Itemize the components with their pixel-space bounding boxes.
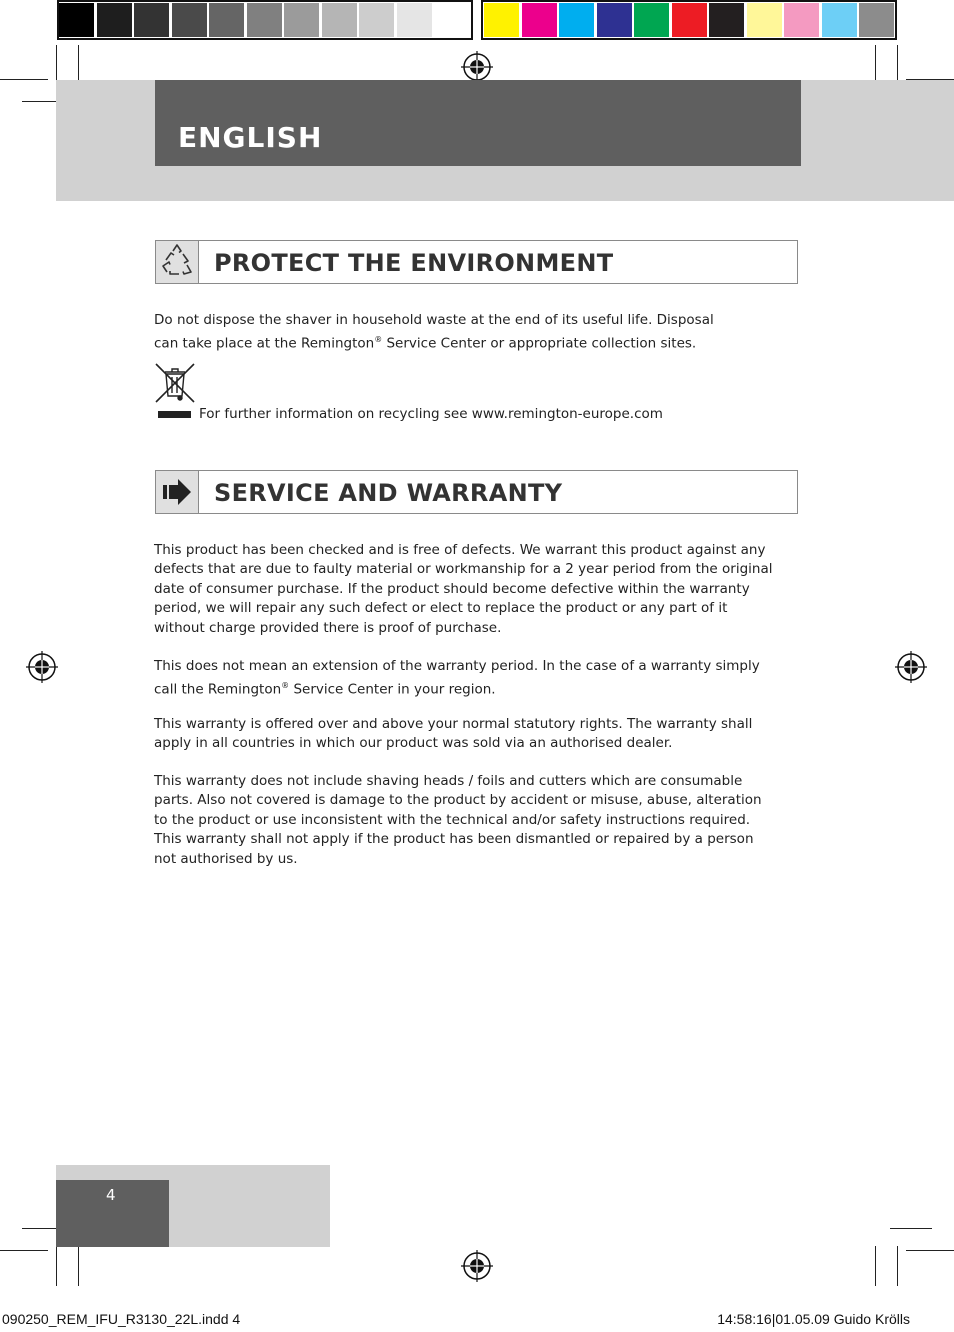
grayscale-swatch [59, 3, 94, 37]
process-color-swatch [484, 3, 519, 37]
warranty-line-text: call the Remington [154, 681, 282, 698]
process-color-swatch [859, 3, 894, 37]
warranty-line-text-end: Service Center in your region. [289, 681, 496, 698]
registered-mark: ® [374, 335, 383, 345]
grayscale-swatch [247, 3, 282, 37]
warranty-paragraph-3 [154, 715, 794, 754]
warranty-line: period, we will repair any such defect or elect to replace the product or any part of it [154, 600, 728, 617]
page-number: 4 [106, 1186, 116, 1204]
environment-line-2-text-end: Service Center or appropriate collection sites. [382, 335, 697, 352]
warranty-line: This does not mean an extension of the warranty period. In the case of a warranty simply [154, 658, 760, 674]
environment-line-1: Do not dispose the shaver in household waste at the end of its useful life. Disposal [154, 312, 714, 328]
warranty-line: This warranty shall not apply if the product has been dismantled or repaired by a person [154, 831, 754, 848]
warranty-line: date of consumer purchase. If the product should become defective within the warranty [154, 580, 750, 597]
grayscale-swatch [172, 3, 207, 37]
grayscale-swatch [134, 3, 169, 37]
warranty-line: not authorised by us. [154, 850, 298, 867]
page-language-title: ENGLISH [178, 121, 323, 154]
process-color-swatch [672, 3, 707, 37]
grayscale-swatch [359, 3, 394, 37]
registration-mark-left-icon [25, 650, 59, 684]
grayscale-swatch [97, 3, 132, 37]
registered-mark: ® [281, 681, 290, 691]
warranty-line: defects that are due to faulty material or workmanship for a 2 year period from the original [154, 561, 773, 578]
warranty-line: This product has been checked and is free of defects. We warrant this product against any [154, 542, 766, 558]
section-heading-warranty [155, 470, 798, 514]
process-color-swatch [634, 3, 669, 37]
environment-line-2 [154, 330, 794, 354]
grayscale-swatch [397, 3, 432, 37]
environment-line-2-text: can take place at the Remington [154, 335, 375, 352]
grayscale-swatch [434, 3, 469, 37]
warranty-line: to the product or use inconsistent with the technical and/or safety instructions required. [154, 811, 751, 828]
recycle-icon [156, 241, 199, 283]
warranty-line: This warranty does not include shaving heads / foils and cutters which are consumable [154, 773, 743, 789]
process-color-swatch [597, 3, 632, 37]
warranty-line: This warranty is offered over and above your normal statutory rights. The warranty shall [154, 716, 753, 732]
section-title-environment: PROTECT THE ENVIRONMENT [214, 249, 614, 277]
arrow-right-icon [156, 471, 199, 513]
warranty-line: apply in all countries in which our product was sold via an authorised dealer. [154, 735, 673, 752]
registration-mark-top-icon [460, 50, 494, 84]
print-slug-filename: 090250_REM_IFU_R3130_22L.indd 4 [2, 1311, 241, 1327]
section-title-warranty: SERVICE AND WARRANTY [214, 479, 563, 507]
process-color-swatch [747, 3, 782, 37]
warranty-line: parts. Also not covered is damage to the product by accident or misuse, abuse, alteration [154, 792, 762, 809]
section-icon-cell [156, 241, 199, 283]
process-color-swatch [784, 3, 819, 37]
process-color-swatch [709, 3, 744, 37]
warranty-paragraph-4 [154, 772, 794, 869]
print-slug-timestamp: 14:58:16|01.05.09 Guido Krölls [717, 1311, 910, 1327]
warranty-paragraph-2 [154, 657, 794, 700]
section-icon-cell [156, 471, 199, 513]
process-color-swatch [559, 3, 594, 37]
process-color-swatch [822, 3, 857, 37]
section-heading-environment [155, 240, 798, 284]
registration-mark-right-icon [894, 650, 928, 684]
environment-body [154, 311, 794, 354]
crossed-bin-icon [153, 362, 197, 424]
process-color-swatch [522, 3, 557, 37]
grayscale-swatch [284, 3, 319, 37]
warranty-line: without charge provided there is proof of purchase. [154, 619, 502, 636]
warranty-line [154, 676, 794, 700]
grayscale-swatch [209, 3, 244, 37]
recycling-info-text: For further information on recycling see www.remington-europe.com [199, 406, 663, 422]
grayscale-swatch [322, 3, 357, 37]
registration-mark-bottom-icon [460, 1249, 494, 1283]
warranty-paragraph-1 [154, 541, 794, 638]
